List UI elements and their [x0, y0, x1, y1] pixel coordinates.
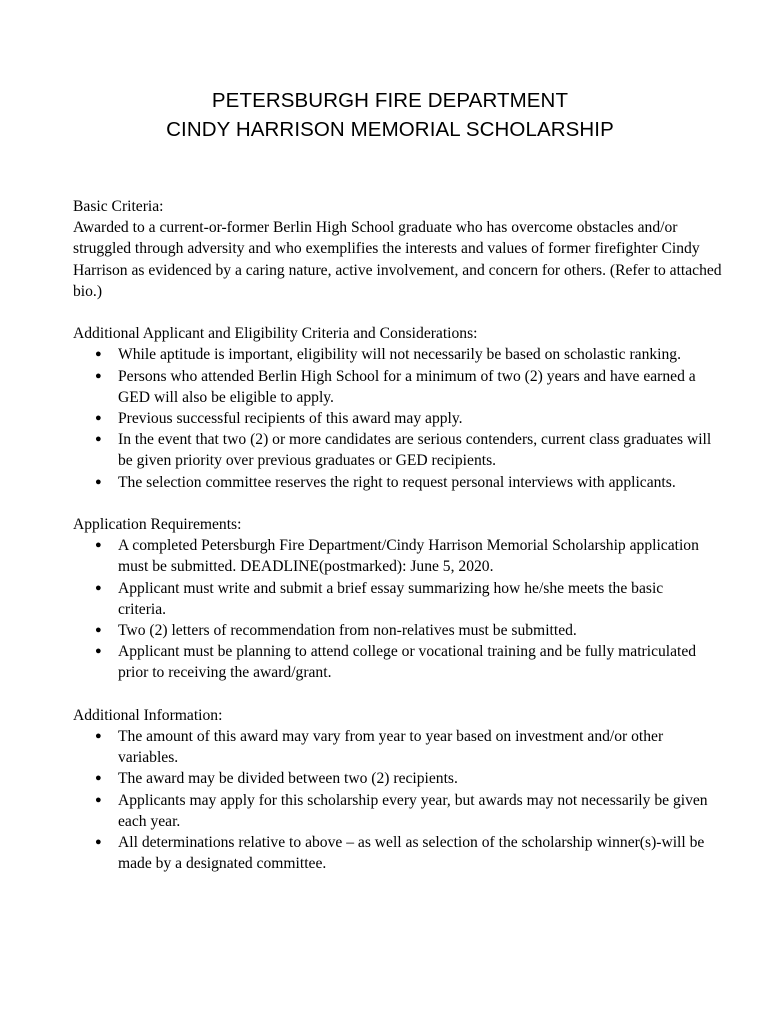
list-item: ● Previous successful recipients of this award may apply. — [73, 408, 713, 429]
basic-criteria-section — [73, 196, 723, 302]
additional-info-list — [73, 726, 723, 874]
basic-criteria-text: Awarded to a current-or-former Berlin High School graduate who has overcome obstacles and/or struggled through adversity and who exemplifies the interests and values of former firefighter Cindy Harrison as evidenced by a caring nature, active involvement, and concern for others. (Refer to attached bio.) — [73, 219, 722, 300]
eligibility-list — [73, 344, 723, 492]
list-item: ● The selection committee reserves the right to request personal interviews with applicants. — [73, 472, 713, 493]
list-item: ● Applicants may apply for this scholarship every year, but awards may not necessarily be given each year. — [95, 791, 708, 830]
title-line-2: CINDY HARRISON MEMORIAL SCHOLARSHIP — [166, 118, 614, 141]
list-item: ● While aptitude is important, eligibility will not necessarily be based on scholastic ranking. — [73, 344, 713, 365]
list-item: ● Persons who attended Berlin High School for a minimum of two (2) years and have earned a GED will also be eligible to apply. — [95, 367, 696, 406]
additional-info-heading: Additional Information: — [73, 706, 223, 724]
requirements-heading: Application Requirements: — [73, 516, 242, 534]
bullet-icon: ● — [95, 475, 102, 488]
list-item: ● Applicant must be planning to attend college or vocational training and be fully matriculated prior to receiving the award/grant. — [95, 643, 697, 682]
bullet-icon: ● — [95, 624, 102, 637]
list-item: ● All determinations relative to above – as well as selection of the scholarship winner(s)-will be made by a designated committee. — [95, 834, 705, 873]
bullet-icon: ● — [95, 793, 102, 806]
eligibility-heading: Additional Applicant and Eligibility Criteria and Considerations: — [73, 325, 478, 343]
bullet-icon: ● — [95, 772, 102, 785]
eligibility-section — [73, 323, 723, 493]
list-item: ● The amount of this award may vary from year to year based on investment and/or other variables. — [95, 728, 664, 767]
additional-info-section — [73, 705, 723, 875]
list-item: ● In the event that two (2) or more candidates are serious contenders, current class graduates will be given priority over previous graduates or GED recipients. — [95, 431, 712, 470]
document-body — [73, 196, 723, 896]
bullet-icon: ● — [95, 836, 102, 849]
bullet-icon: ● — [95, 369, 102, 382]
document-title — [0, 86, 770, 144]
bullet-icon: ● — [95, 348, 102, 361]
list-item: ● A completed Petersburgh Fire Department/Cindy Harrison Memorial Scholarship application must be submitted. DEADLINE(postmarked): June 5, 2020. — [95, 537, 699, 576]
bullet-icon: ● — [95, 581, 102, 594]
title-line-1: PETERSBURGH FIRE DEPARTMENT — [211, 89, 569, 112]
list-item: ● Two (2) letters of recommendation from non-relatives must be submitted. — [73, 620, 713, 641]
bullet-icon: ● — [95, 412, 102, 425]
requirements-list — [73, 535, 723, 683]
bullet-icon: ● — [95, 539, 102, 552]
list-item: ● The award may be divided between two (2) recipients. — [73, 768, 713, 789]
bullet-icon: ● — [95, 730, 102, 743]
list-item: ● Applicant must write and submit a brief essay summarizing how he/she meets the basic criteria. — [95, 579, 664, 618]
bullet-icon: ● — [95, 645, 102, 658]
basic-criteria-heading: Basic Criteria: — [73, 198, 164, 215]
bullet-icon: ● — [95, 433, 102, 446]
requirements-section — [73, 514, 723, 684]
